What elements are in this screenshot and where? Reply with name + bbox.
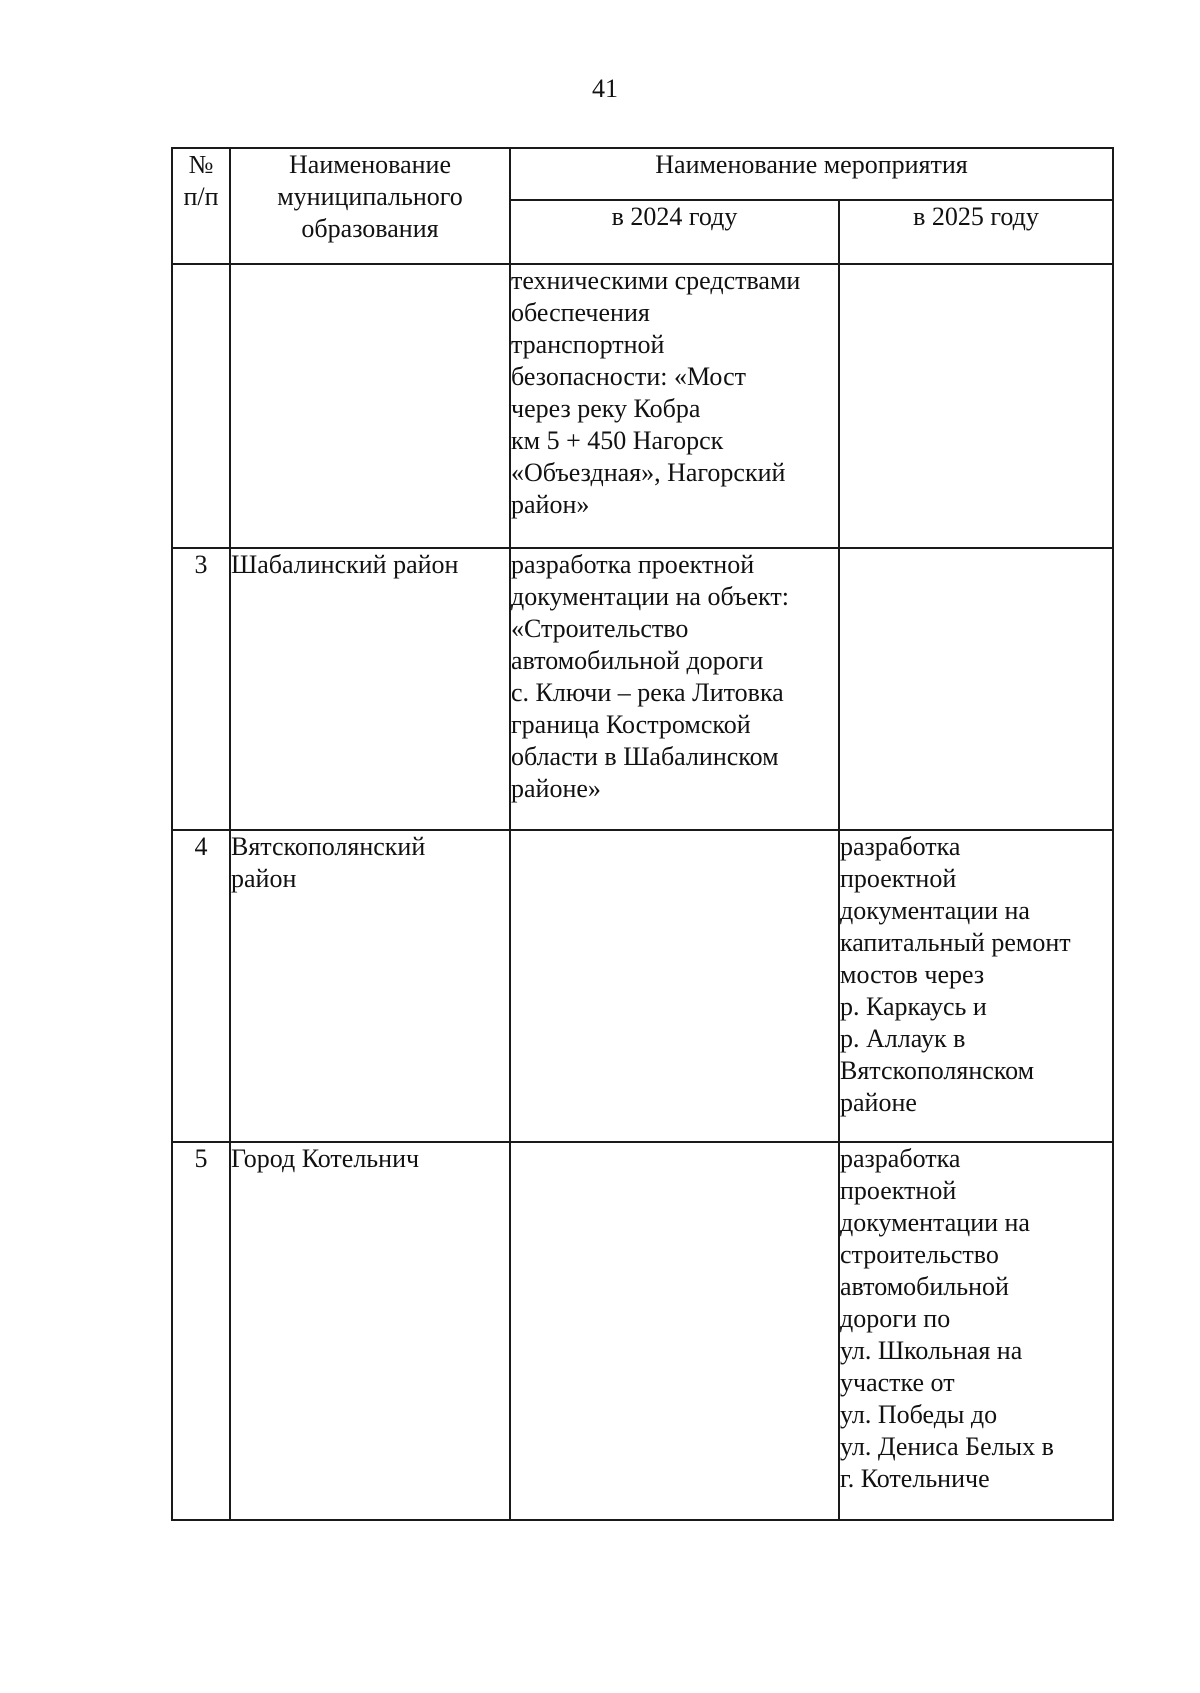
header-municipality: Наименование муниципального образования bbox=[230, 148, 510, 264]
row-num: 4 bbox=[172, 830, 230, 1142]
table-row bbox=[172, 264, 1113, 548]
row-municipality: Шабалинский район bbox=[230, 548, 510, 830]
events-table bbox=[171, 147, 1114, 1521]
row-event-2025: разработка проектной документации на строительство автомобильной дороги по ул. Школьная на участке от ул. Победы до ул. Дениса Белых в г. Котельниче bbox=[839, 1142, 1113, 1520]
table-row bbox=[172, 830, 1113, 1142]
row-num: 3 bbox=[172, 548, 230, 830]
row-event-2024 bbox=[510, 1142, 839, 1520]
row-municipality: Вятскополянский район bbox=[230, 830, 510, 1142]
row-event-2024: разработка проектной документации на объект: «Строительство автомобильной дороги с. Ключи – река Литовка граница Костромской области в Шабалинском районе» bbox=[510, 548, 839, 830]
header-event: Наименование мероприятия bbox=[510, 148, 1113, 200]
row-event-2025 bbox=[839, 548, 1113, 830]
header-num: № п/п bbox=[172, 148, 230, 264]
row-event-2024: техническими средствами обеспечения транспортной безопасности: «Мост через реку Кобра км 5 + 450 Нагорск «Объездная», Нагорский район» bbox=[510, 264, 839, 548]
row-event-2024 bbox=[510, 830, 839, 1142]
page-number: 41 bbox=[592, 74, 618, 103]
table-row bbox=[172, 1142, 1113, 1520]
table-header bbox=[172, 148, 1113, 264]
header-year-2024: в 2024 году bbox=[510, 200, 839, 264]
row-num bbox=[172, 264, 230, 548]
row-municipality bbox=[230, 264, 510, 548]
row-num: 5 bbox=[172, 1142, 230, 1520]
header-year-2025: в 2025 году bbox=[839, 200, 1113, 264]
row-municipality: Город Котельнич bbox=[230, 1142, 510, 1520]
row-event-2025 bbox=[839, 264, 1113, 548]
table-row bbox=[172, 548, 1113, 830]
row-event-2025: разработка проектной документации на капитальный ремонт мостов через р. Каркаусь и р. Аллаук в Вятскополянском районе bbox=[839, 830, 1113, 1142]
